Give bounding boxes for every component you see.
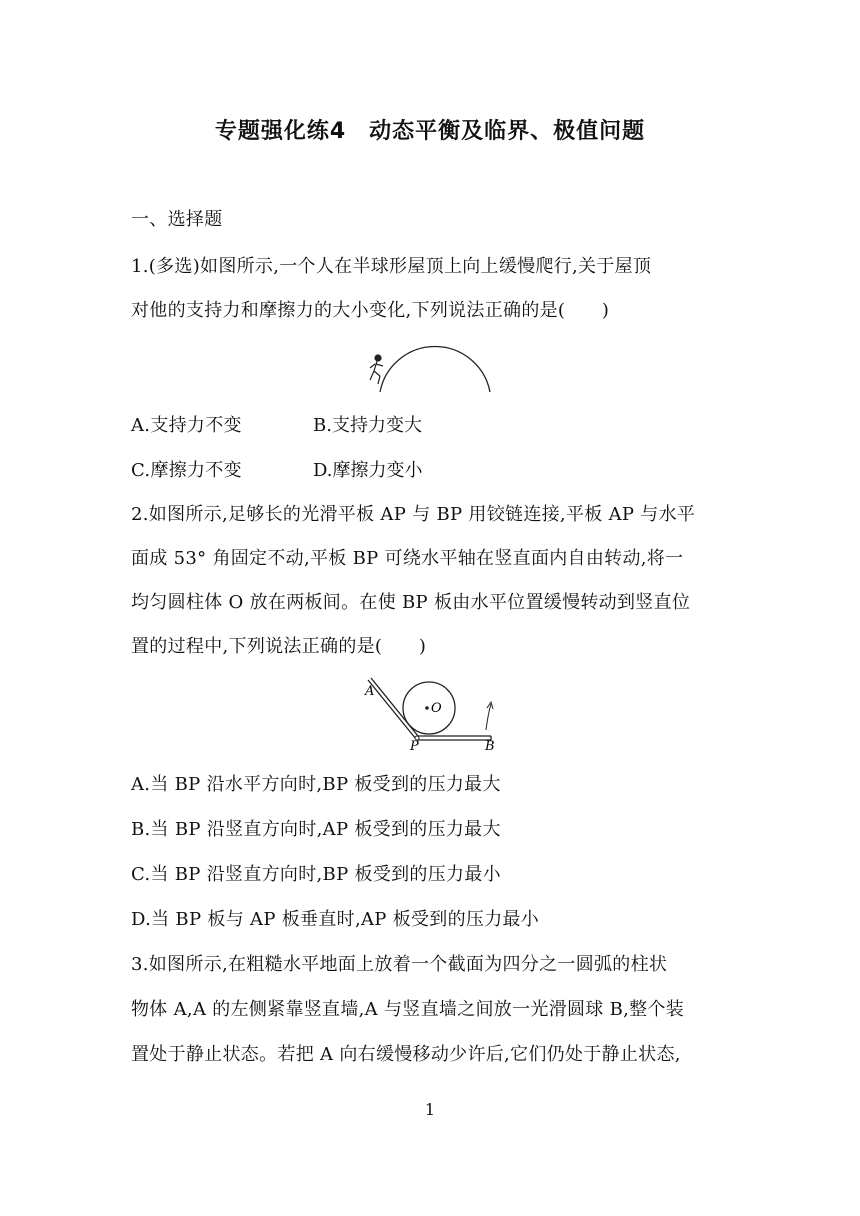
climbing-person-icon [370,355,383,384]
q1-option-c: C.摩擦力不变 [131,460,242,481]
q2-option-c: C.当 BP 沿竖直方向时,BP 板受到的压力最小 [131,864,501,885]
q2-line-3: 均匀圆柱体 O 放在两板间。在使 BP 板由水平位置缓慢转动到竖直位 [131,592,691,613]
q2-option-a: A.当 BP 沿水平方向时,BP 板受到的压力最大 [131,774,501,795]
q2-line-1: 2.如图所示,足够长的光滑平板 AP 与 BP 用铰链连接,平板 AP 与水平 [131,504,696,525]
q3-line-2: 物体 A,A 的左侧紧靠竖直墙,A 与竖直墙之间放一光滑圆球 B,整个装 [131,999,685,1020]
q1-line-2: 对他的支持力和摩擦力的大小变化,下列说法正确的是( ) [131,300,610,321]
q1-hemisphere-figure [360,330,500,396]
q1-option-d: D.摩擦力变小 [313,460,423,481]
page-title: 专题强化练4 动态平衡及临界、极值问题 [214,119,646,144]
plate-ap [368,680,416,739]
q2-line-2: 面成 53° 角固定不动,平板 BP 可绕水平轴在竖直面内自由转动,将一 [131,548,684,569]
label-a: A [365,684,375,699]
hemisphere-roof-arc [380,347,490,392]
q1-option-a: A.支持力不变 [131,415,242,436]
q1-line-1: 1.(多选)如图所示,一个人在半球形屋顶上向上缓慢爬行,关于屋顶 [131,256,652,277]
label-p: P [410,739,419,754]
rotation-arrow-icon [486,704,491,730]
page-number: 1 [424,1100,436,1119]
q2-option-b: B.当 BP 沿竖直方向时,AP 板受到的压力最大 [131,819,501,840]
q1-option-b: B.支持力变大 [313,415,422,436]
label-o: O [431,701,442,716]
q3-line-3: 置处于静止状态。若把 A 向右缓慢移动少许后,它们仍处于静止状态, [131,1044,681,1065]
label-b: B [485,739,495,754]
cylinder-o [403,682,455,734]
q2-line-4: 置的过程中,下列说法正确的是( ) [131,636,427,657]
q2-plates-figure [355,668,515,758]
section-heading: 一、选择题 [131,209,223,230]
q2-option-d: D.当 BP 板与 AP 板垂直时,AP 板受到的压力最小 [131,909,540,930]
q3-line-1: 3.如图所示,在粗糙水平地面上放着一个截面为四分之一圆弧的柱状 [131,954,668,975]
